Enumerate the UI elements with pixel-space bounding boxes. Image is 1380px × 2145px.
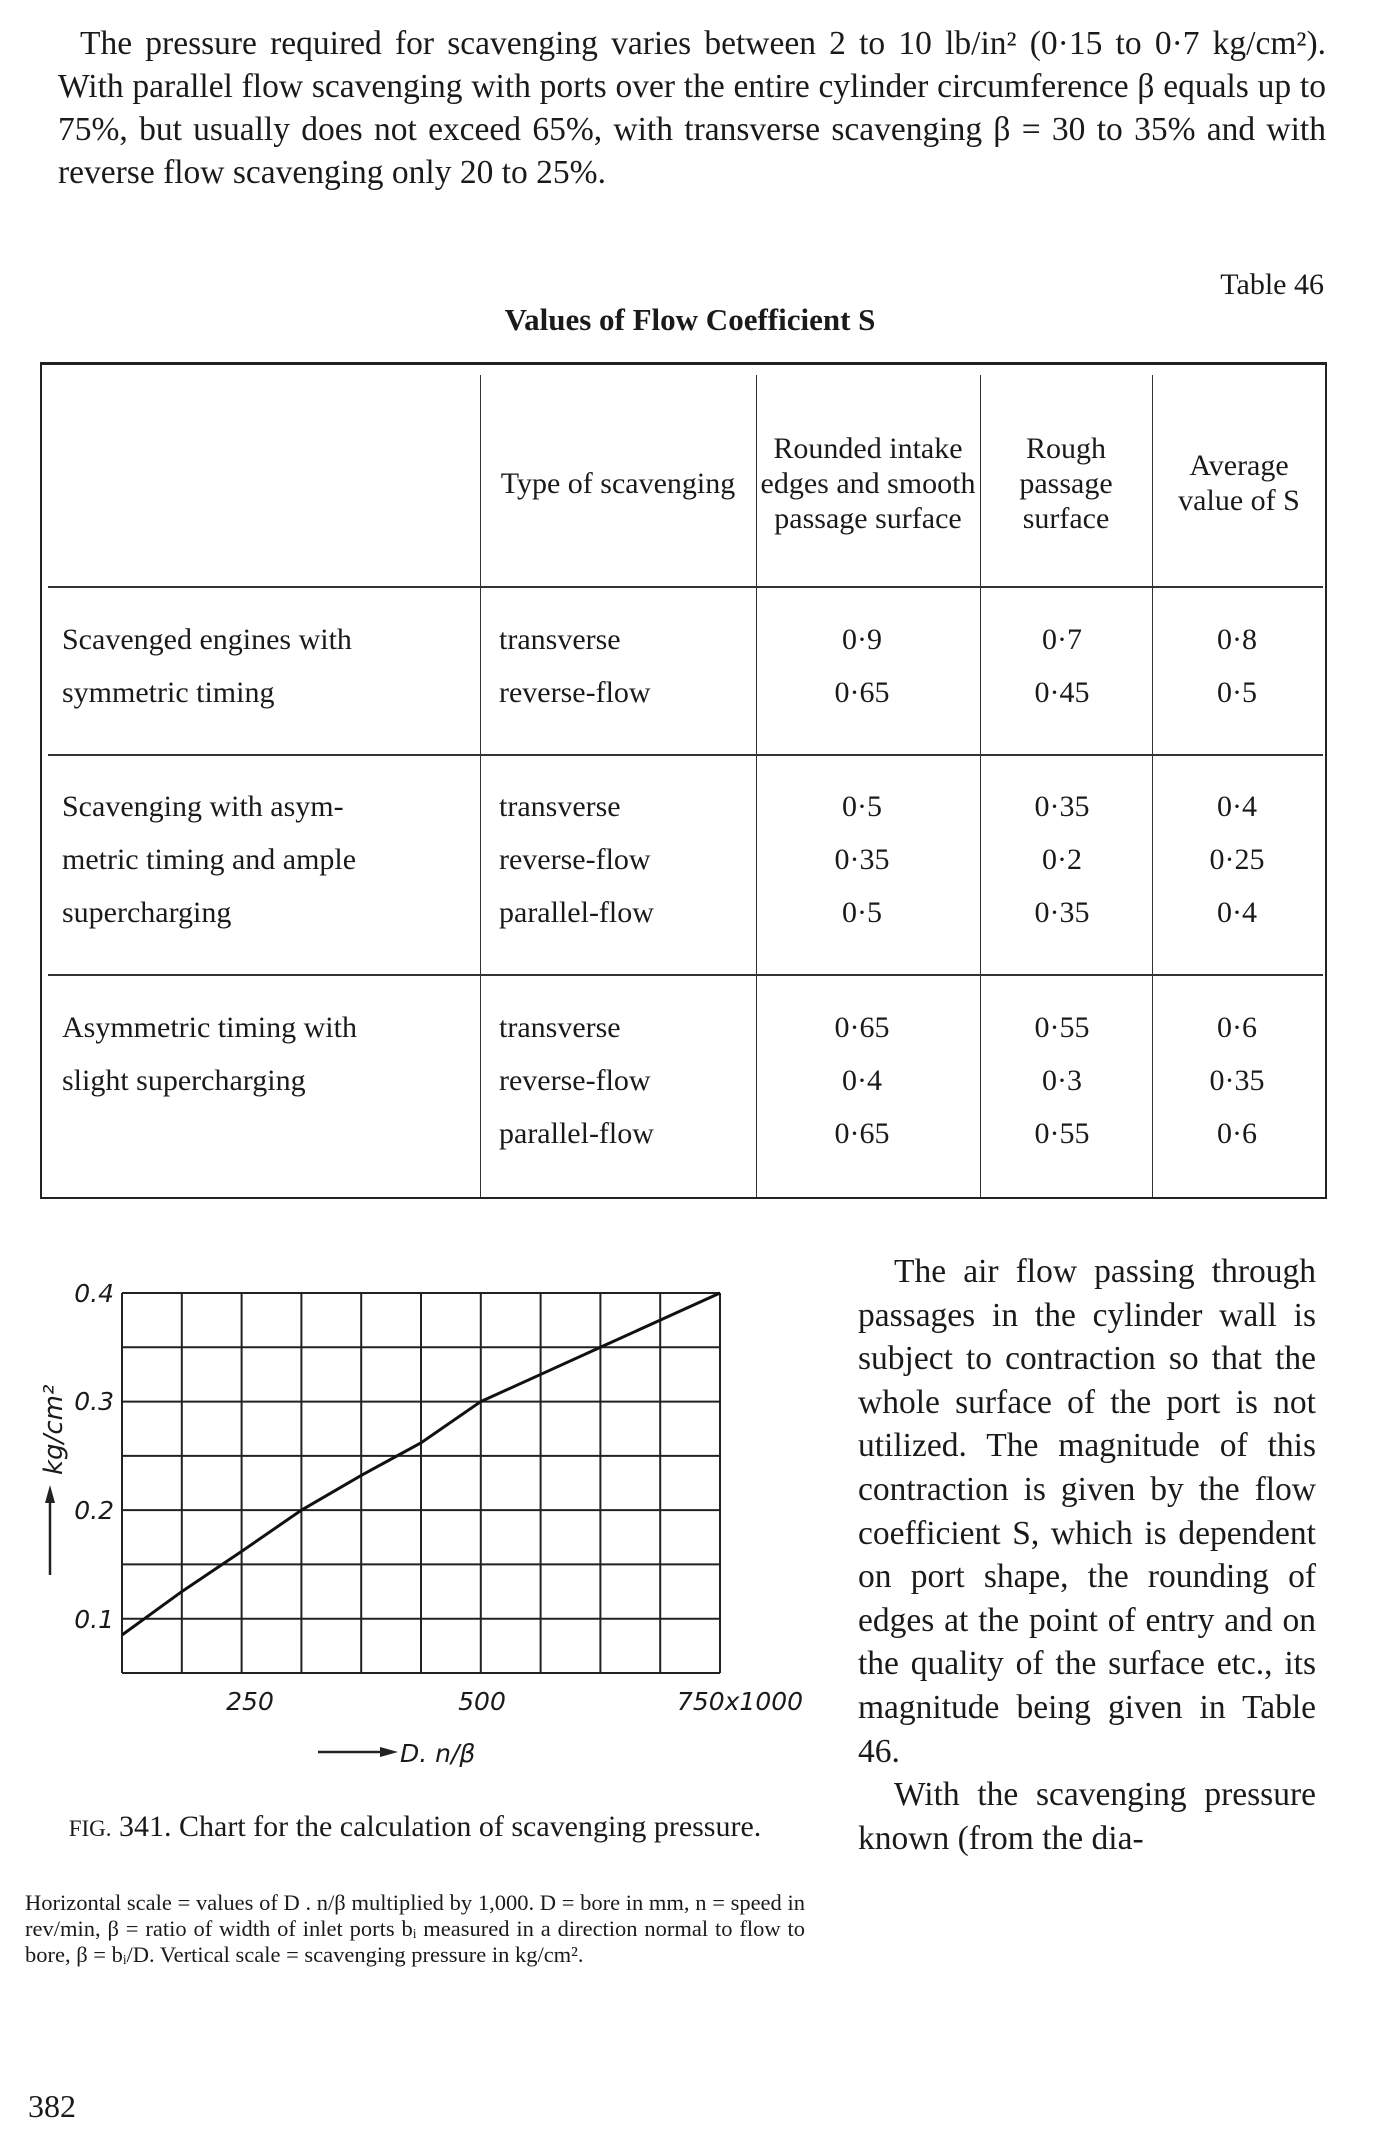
table-number: Table 46 xyxy=(1220,268,1324,301)
x-axis-label: D. n/β xyxy=(400,1739,476,1768)
cell-type: reverse-flow xyxy=(499,676,651,709)
y-tick-label: 0.2 xyxy=(74,1496,114,1525)
cell-rounded: 0·35 xyxy=(834,843,890,876)
cell-average: 0·4 xyxy=(1217,790,1257,823)
column-divider xyxy=(980,375,981,1197)
cell-type: parallel-flow xyxy=(499,896,654,929)
header-rough-surface: Rough passage surface xyxy=(1019,431,1113,535)
figure-prefix: FIG. xyxy=(68,1816,112,1841)
cell-type: transverse xyxy=(499,790,621,823)
cell-rough: 0·45 xyxy=(1034,676,1090,709)
cell-average: 0·6 xyxy=(1217,1011,1257,1044)
header-type-of-scavenging: Type of scavenging xyxy=(500,466,736,500)
group-separator xyxy=(48,974,1323,976)
figure-caption-title xyxy=(25,1808,805,1847)
group-label: symmetric timing xyxy=(62,676,275,709)
header-separator xyxy=(48,586,1323,588)
cell-rough: 0·3 xyxy=(1042,1064,1082,1097)
cell-rough: 0·55 xyxy=(1034,1117,1090,1150)
cell-type: transverse xyxy=(499,623,621,656)
group-label: Asymmetric timing with xyxy=(62,1011,357,1044)
chart-grid xyxy=(122,1293,720,1673)
body-paragraph: The air flow passing through passages in the cylinder wall is subject to contraction so that the whole surface of the port is not utilized. The magnitude of this contraction is given by the flow coefficient S, which is dependent on port shape, the rounding of edges at the point of entry and on the quality of the surface etc., its magnitude being given in Table 46. xyxy=(858,1253,1316,1770)
cell-rough: 0·35 xyxy=(1034,790,1090,823)
group-label: supercharging xyxy=(62,896,232,929)
header-average-s: Average value of S xyxy=(1178,449,1300,517)
cell-rough: 0·2 xyxy=(1042,843,1082,876)
figure-caption-body: Horizontal scale = values of D . n/β multiplied by 1,000. D = bore in mm, n = speed in rev/min, β = ratio of width of inlet ports bᵢ measured in a direction normal to flow to bore, β = bᵢ/D. Vertical scale = scavenging pressure in kg/cm². xyxy=(25,1890,805,1967)
body-paragraph: With the scavenging pressure known (from the dia- xyxy=(858,1776,1316,1857)
cell-rounded: 0·9 xyxy=(842,623,882,656)
x-axis-arrow-icon xyxy=(318,1747,398,1757)
figure-caption-text: Chart for the calculation of scavenging pressure. xyxy=(179,1810,762,1843)
flow-coefficient-table xyxy=(40,362,1327,1199)
y-tick-label: 0.1 xyxy=(74,1605,114,1634)
group-label: Scavenged engines with xyxy=(62,623,352,656)
side-column-text xyxy=(858,1250,1316,1860)
cell-average: 0·8 xyxy=(1217,623,1257,656)
cell-average: 0·4 xyxy=(1217,896,1257,929)
y-tick-label: 0.4 xyxy=(74,1279,114,1308)
cell-rounded: 0·5 xyxy=(842,790,882,823)
group-label: metric timing and ample xyxy=(62,843,357,876)
cell-rounded: 0·5 xyxy=(842,896,882,929)
page-number: 382 xyxy=(28,2088,76,2124)
intro-paragraph: The pressure required for scavenging varies between 2 to 10 lb/in² (0·15 to 0·7 kg/cm²). With parallel flow scavenging with ports over the entire cylinder circumference β equals up to 75%, but usually does not exceed 65%, with transverse scavenging β = 30 to 35% and with reverse flow scavenging only 20 to 25%. xyxy=(58,25,1326,191)
cell-rough: 0·7 xyxy=(1042,623,1082,656)
header-rounded-smooth: Rounded intake edges and smooth passage surface xyxy=(760,431,976,535)
cell-type: reverse-flow xyxy=(499,1064,651,1097)
y-tick-label: 0.3 xyxy=(74,1387,114,1416)
cell-rough: 0·55 xyxy=(1034,1011,1090,1044)
cell-average: 0·5 xyxy=(1217,676,1257,709)
cell-type: transverse xyxy=(499,1011,621,1044)
group-label: slight supercharging xyxy=(62,1064,306,1097)
column-divider xyxy=(756,375,757,1197)
x-tick-label: 250 xyxy=(226,1687,274,1716)
x-tick-label: 500 xyxy=(458,1687,506,1716)
cell-rounded: 0·65 xyxy=(834,1011,890,1044)
group-label: Scavenging with asym- xyxy=(62,790,344,823)
cell-rounded: 0·65 xyxy=(834,676,890,709)
column-divider xyxy=(1152,375,1153,1197)
y-axis-arrow-icon xyxy=(45,1485,55,1575)
cell-rough: 0·35 xyxy=(1034,896,1090,929)
cell-average: 0·6 xyxy=(1217,1117,1257,1150)
cell-rounded: 0·65 xyxy=(834,1117,890,1150)
cell-average: 0·35 xyxy=(1209,1064,1265,1097)
y-axis-label: kg/cm² xyxy=(39,1384,69,1475)
figure-number: 341. xyxy=(119,1810,172,1843)
cell-rounded: 0·4 xyxy=(842,1064,882,1097)
scavenging-pressure-chart xyxy=(0,1230,820,1790)
cell-type: reverse-flow xyxy=(499,843,651,876)
x-tick-label: 750x1000 xyxy=(676,1687,804,1716)
group-separator xyxy=(48,754,1323,756)
column-divider xyxy=(480,375,481,1197)
cell-average: 0·25 xyxy=(1209,843,1265,876)
cell-type: parallel-flow xyxy=(499,1117,654,1150)
table-title: Values of Flow Coefficient S xyxy=(504,302,876,337)
